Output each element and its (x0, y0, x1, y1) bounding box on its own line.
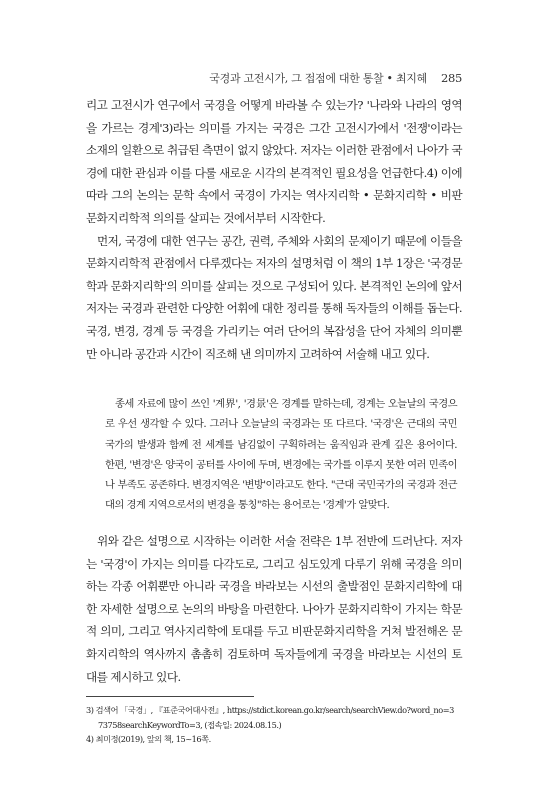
body-text-bottom (86, 530, 462, 688)
footnote-3: 3) 검색어 「국경」, 『표준국어대사전』, https://stdict.korean.go.kr/search/searchView.do?word_no=373758searchKeywordTo=3, (접속일: 2024.08.15.) (86, 705, 454, 730)
paragraph-continuation: 리고 고전시가 연구에서 국경을 어떻게 바라볼 수 있는가? '나라와 나라의 영역을 가르는 경계'3)라는 의미를 가지는 국경은 그간 고전시가에서 '전쟁'이라는 소재의 일환으로 취급된 측면이 없지 않았다. 저자는 이러한 관점에서 나아가 국경에 대한 관심과 이를 다룰 새로운 시각의 본격적인 필요성을 언급한다.4) 이에 따라 그의 논의는 문학 속에서 국경이 가지는 역사지리학 • 문화지리학 • 비판문화지리학적 의의를 살피는 것에서부터 시작한다. (86, 98, 462, 225)
paragraph-strategy: 위와 같은 설명으로 시작하는 이러한 서술 전략은 1부 전반에 드러난다. 저자는 '국경'이 가지는 의미를 다각도로, 그리고 심도있게 다루기 위해 국경을 의미하는 각종 어휘뿐만 아니라 국경을 바라보는 시선의 출발점인 문화지리학에 대한 자세한 설명으로 논의의 바탕을 마련한다. 나아가 문화지리학이 가지는 학문적 의미, 그리고 역사지리학에 토대를 두고 비판문화지리학을 거쳐 발전해온 문화지리학의 역사까지 촘촘히 검토하며 독자들에게 국경을 바라보는 시선의 토대를 제시하고 있다. (86, 534, 462, 684)
footnote-4: 4) 최미정(2019), 앞의 책, 15~16쪽. (86, 734, 211, 744)
running-header (209, 70, 462, 86)
page-number: 285 (440, 71, 462, 85)
footnote-divider (86, 696, 254, 697)
block-quote (105, 394, 457, 516)
running-title: 국경과 고전시가, 그 접점에 대한 통찰 • 최지혜 (209, 72, 427, 85)
body-text-top (86, 94, 462, 365)
block-quote-text: 종세 자료에 많이 쓰인 '계界', '경景'은 경계를 말하는데, 경계는 오늘날의 국경으로 우선 생각할 수 있다. 그러나 오늘날의 국경과는 또 다르다. '국경'은 근대의 국민국가의 발생과 함께 전 세계를 남김없이 구획하려는 움직임과 관계 깊은 용어이다. 한편, '변경'은 양국이 공터를 사이에 두며, 변경에는 국가를 이루지 못한 여러 민족이나 부족도 공존하다. 변경지역은 '변방'이라고도 한다. "근대 국민국가의 국경과 전근대의 경계 지역으로서의 변경을 통칭"하는 용어로는 '경계'가 알맞다. (105, 398, 457, 512)
footnotes (86, 703, 458, 747)
paragraph-intro-research: 먼저, 국경에 대한 연구는 공간, 권력, 주체와 사회의 문제이기 때문에 이들을 문화지리학적 관점에서 다루겠다는 저자의 설명처럼 이 책의 1부 1장은 '국경문학과 문화지리학'의 의미를 살피는 것으로 구성되어 있다. 본격적인 논의에 앞서 저자는 국경과 관련한 다양한 어휘에 대한 정리를 통해 독자들의 이해를 돕는다. 국경, 변경, 경계 등 국경을 가리키는 여러 단어의 복잡성을 단어 자체의 의미뿐만 아니라 공간과 시간이 직조해 낸 의미까지 고려하여 서술해 내고 있다. (86, 233, 462, 361)
